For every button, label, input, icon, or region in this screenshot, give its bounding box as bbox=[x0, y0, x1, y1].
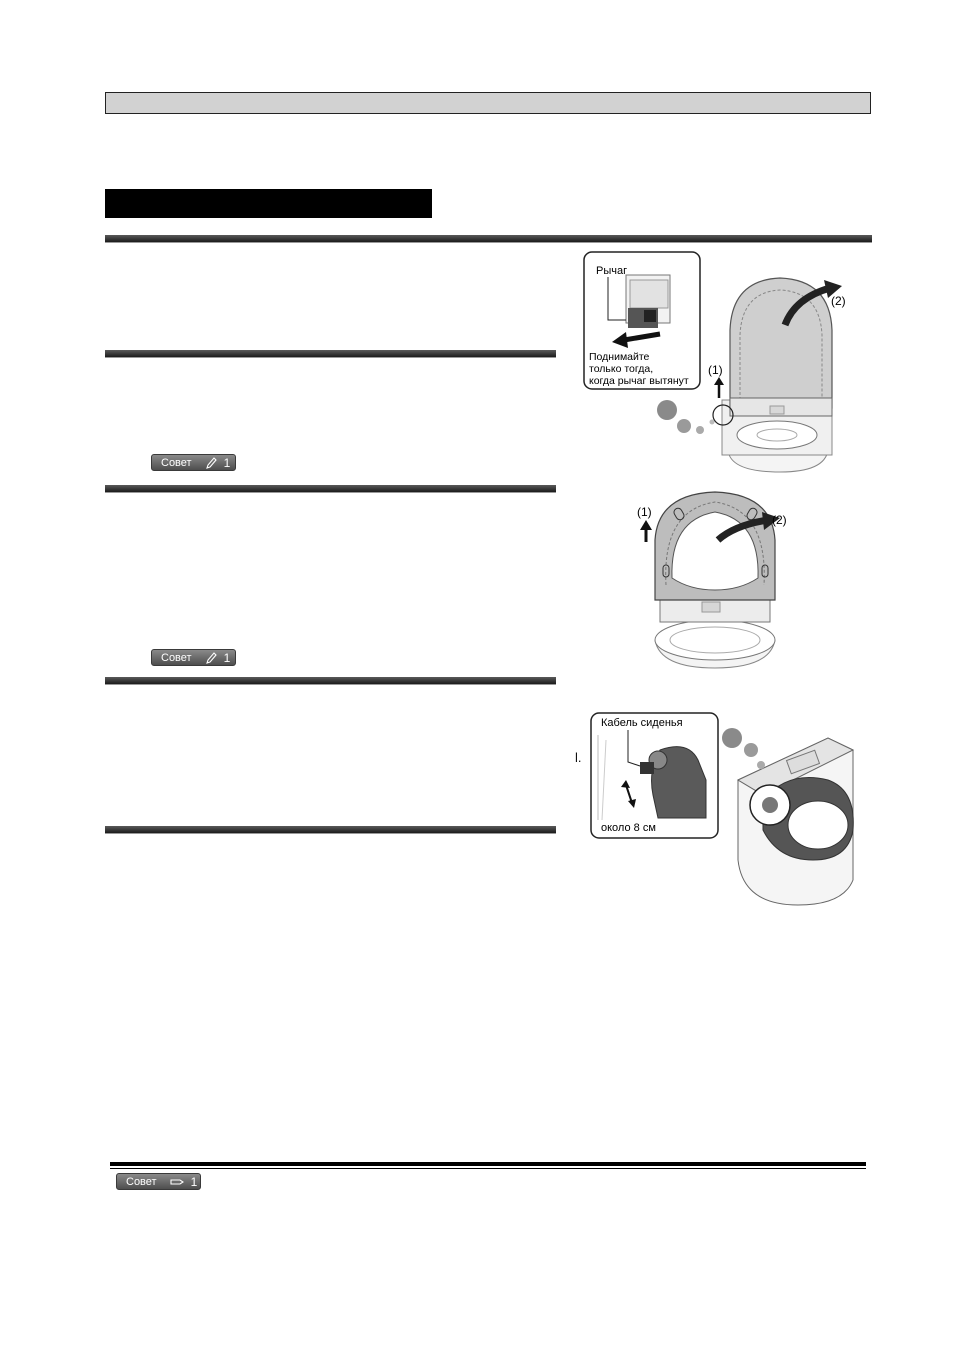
note-line: только тогда, bbox=[589, 363, 654, 375]
tip-badge-number: 1 bbox=[223, 455, 231, 470]
tip-badge-number: 1 bbox=[223, 650, 231, 665]
section-rule bbox=[105, 235, 872, 243]
lever-label: Рычаг bbox=[596, 265, 628, 277]
step-1-label: (1) bbox=[637, 505, 652, 519]
stray-mark: l. bbox=[575, 750, 582, 765]
step-1-label: (1) bbox=[708, 363, 723, 377]
step-2-label: (2) bbox=[772, 513, 787, 527]
figure-seat-lift bbox=[630, 490, 800, 670]
pencil-icon bbox=[169, 1175, 185, 1189]
tip-badge-label: Совет bbox=[126, 1175, 157, 1188]
figure-seat-cable bbox=[588, 710, 856, 910]
tip-badge-label: Совет bbox=[161, 651, 192, 664]
tip-badge-number: 1 bbox=[190, 1174, 198, 1189]
pencil-icon bbox=[204, 456, 218, 470]
tip-badge bbox=[151, 649, 236, 666]
step-rule-3 bbox=[105, 677, 556, 685]
tip-badge bbox=[151, 454, 236, 471]
step-rule-4 bbox=[105, 826, 556, 834]
note-line: Поднимайте bbox=[589, 351, 650, 363]
footer-tip-badge bbox=[116, 1173, 201, 1190]
tip-badge-label: Совет bbox=[161, 456, 192, 469]
figure-lever-lift bbox=[580, 250, 860, 475]
step-rule-1 bbox=[105, 350, 556, 358]
step-2-label: (2) bbox=[831, 294, 846, 308]
note-line: когда рычаг вытянут bbox=[589, 375, 689, 387]
header-bar bbox=[105, 92, 871, 114]
cable-label: Кабель сиденья bbox=[601, 717, 683, 729]
footer-rule bbox=[110, 1162, 866, 1166]
section-banner bbox=[105, 189, 432, 218]
step-rule-2 bbox=[105, 485, 556, 493]
pencil-icon bbox=[204, 651, 218, 665]
footer-rule-thin bbox=[110, 1168, 866, 1169]
distance-label: около 8 см bbox=[601, 822, 656, 834]
